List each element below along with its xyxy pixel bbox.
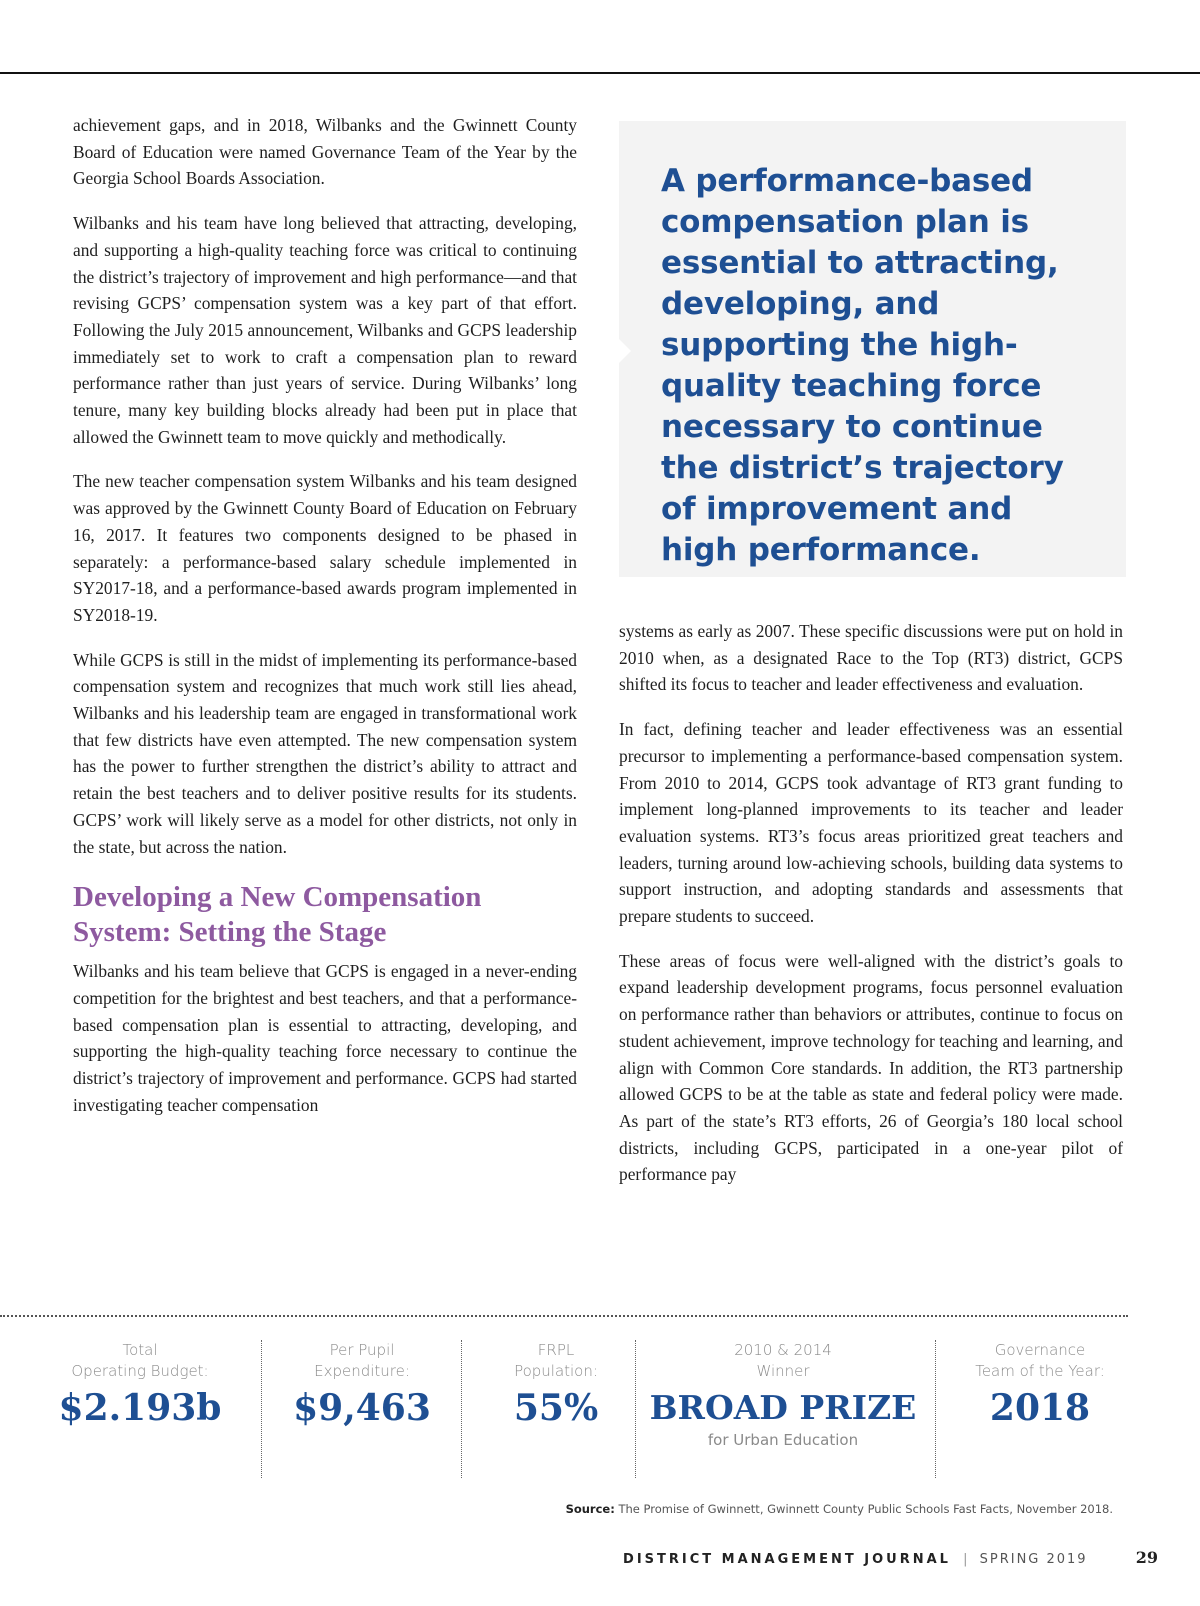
stat-operating-budget xyxy=(40,1340,240,1478)
source-text: The Promise of Gwinnett, Gwinnett County Public Schools Fast Facts, November 2018. xyxy=(618,1502,1113,1516)
pull-quote-box xyxy=(619,121,1126,577)
stat-value: $9,463 xyxy=(293,1387,431,1429)
stat-divider xyxy=(261,1340,262,1478)
stat-value: $2.193b xyxy=(58,1387,222,1429)
body-paragraph: The new teacher compensation system Wilbanks and his team designed was approved by the Gwinnett County Board of Education on February 16, 2017. It features two components designed to be phased in separately: a performance-based salary schedule implemented in SY2017-18, and a performance-based awards program implemented in SY2018-19. xyxy=(73,471,577,625)
stat-label: Operating Budget: xyxy=(71,1362,209,1380)
body-paragraph: These areas of focus were well-aligned with the district’s goals to expand leadership development programs, focus personnel evaluation on performance rather than behaviors or attributes, continue to focus on student achievement, improve technology for teaching and learning, and align with Common Core standards. In addition, the RT3 partnership allowed GCPS to be at the table as state and federal policy were made. As part of the state’s RT3 efforts, 26 of Georgia’s 180 local school districts, including GCPS, participated in a one-year pilot of performance pay xyxy=(619,950,1123,1185)
issue-season: SPRING 2019 xyxy=(979,1552,1088,1567)
body-paragraph: In fact, defining teacher and leader effectiveness was an essential precursor to implementing a performance-based compensation system. From 2010 to 2014, GCPS took advantage of RT3 grant funding to implement long-planned improvements to its teacher and leader evaluation systems. RT3’s focus areas prioritized great teachers and leaders, turning around low-achieving schools, building data systems to support instruction, and adopting standards and assessments that prepare students to succeed. xyxy=(619,719,1123,927)
left-column xyxy=(73,112,577,1137)
stat-per-pupil xyxy=(272,1340,452,1478)
stat-value: 2018 xyxy=(989,1387,1091,1429)
body-paragraph: systems as early as 2007. These specific discussions were put on hold in 2010 when, as a designated Race to the Top (RT3) district, GCPS shifted its focus to teacher and leader effectiveness and evaluation. xyxy=(619,621,1123,695)
stat-divider xyxy=(461,1340,462,1478)
stat-label: Total xyxy=(122,1341,158,1359)
pull-quote-text: A performance-based compensation plan is essential to attracting, developing, and supporting the high-quality teaching force necessary to continue the district’s trajectory of improvement and high performance. xyxy=(661,163,1064,568)
stat-broad-prize xyxy=(640,1340,926,1478)
top-rule xyxy=(0,72,1200,74)
stat-label: Team of the Year: xyxy=(975,1362,1105,1380)
stat-sub: for Urban Education xyxy=(707,1431,859,1449)
dotted-divider xyxy=(0,1315,1128,1317)
stat-value: 55% xyxy=(513,1387,599,1429)
stat-label: Governance xyxy=(994,1341,1086,1359)
page-footer xyxy=(623,1548,1158,1567)
body-paragraph: Wilbanks and his team have long believed that attracting, developing, and supporting a high-quality teaching force was critical to continuing the district’s trajectory of improvement and high performance—and that revising GCPS’ compensation system was a key part of that effort. Following the July 2015 announcement, Wilbanks and GCPS leadership immediately set to work to craft a compensation plan to reward performance rather than just years of service. During Wilbanks’ long tenure, many key building blocks already had been put in place that allowed the Gwinnett team to move quickly and methodically. xyxy=(73,213,577,447)
stat-frpl xyxy=(472,1340,640,1478)
stat-divider xyxy=(635,1340,636,1478)
stat-divider xyxy=(935,1340,936,1478)
stat-label: Winner xyxy=(756,1362,810,1380)
stat-label: Expenditure: xyxy=(314,1362,410,1380)
body-paragraph: While GCPS is still in the midst of implementing its performance-based compensation system and recognizes that much work still lies ahead, Wilbanks and his leadership team are engaged in transformational work that few districts have even attempted. The new compensation system has the power to further strengthen the district’s ability to attract and retain the best teachers and to deliver positive results for its students. GCPS’ work will likely serve as a model for other districts, not only in the state, but across the nation. xyxy=(73,649,577,857)
right-column xyxy=(619,618,1123,1206)
stat-value: BROAD PRIZE xyxy=(649,1388,917,1427)
stat-label: FRPL xyxy=(537,1341,575,1359)
stat-label: Population: xyxy=(514,1362,598,1380)
source-label: Source: xyxy=(565,1502,615,1516)
body-paragraph: achievement gaps, and in 2018, Wilbanks and the Gwinnett County Board of Education were named Governance Team of the Year by the Georgia School Boards Association. xyxy=(73,115,577,189)
body-paragraph: Wilbanks and his team believe that GCPS is engaged in a never-ending competition for the brightest and best teachers, and that a performance-based compensation plan is essential to attracting, developing, and supporting the high-quality teaching force necessary to continue the district’s trajectory of improvement and performance. GCPS had started investigating teacher compensation xyxy=(73,961,577,1115)
page-number: 29 xyxy=(1135,1548,1158,1567)
stat-governance xyxy=(940,1340,1140,1478)
source-note xyxy=(566,1502,1113,1516)
footer-separator: | xyxy=(963,1552,968,1567)
section-heading: Developing a New Compensation System: Setting the Stage xyxy=(73,881,482,949)
stat-label: Per Pupil xyxy=(329,1341,395,1359)
fast-facts-bar xyxy=(40,1340,1160,1478)
journal-title: DISTRICT MANAGEMENT JOURNAL xyxy=(623,1552,951,1567)
stat-label: 2010 & 2014 xyxy=(734,1341,832,1359)
